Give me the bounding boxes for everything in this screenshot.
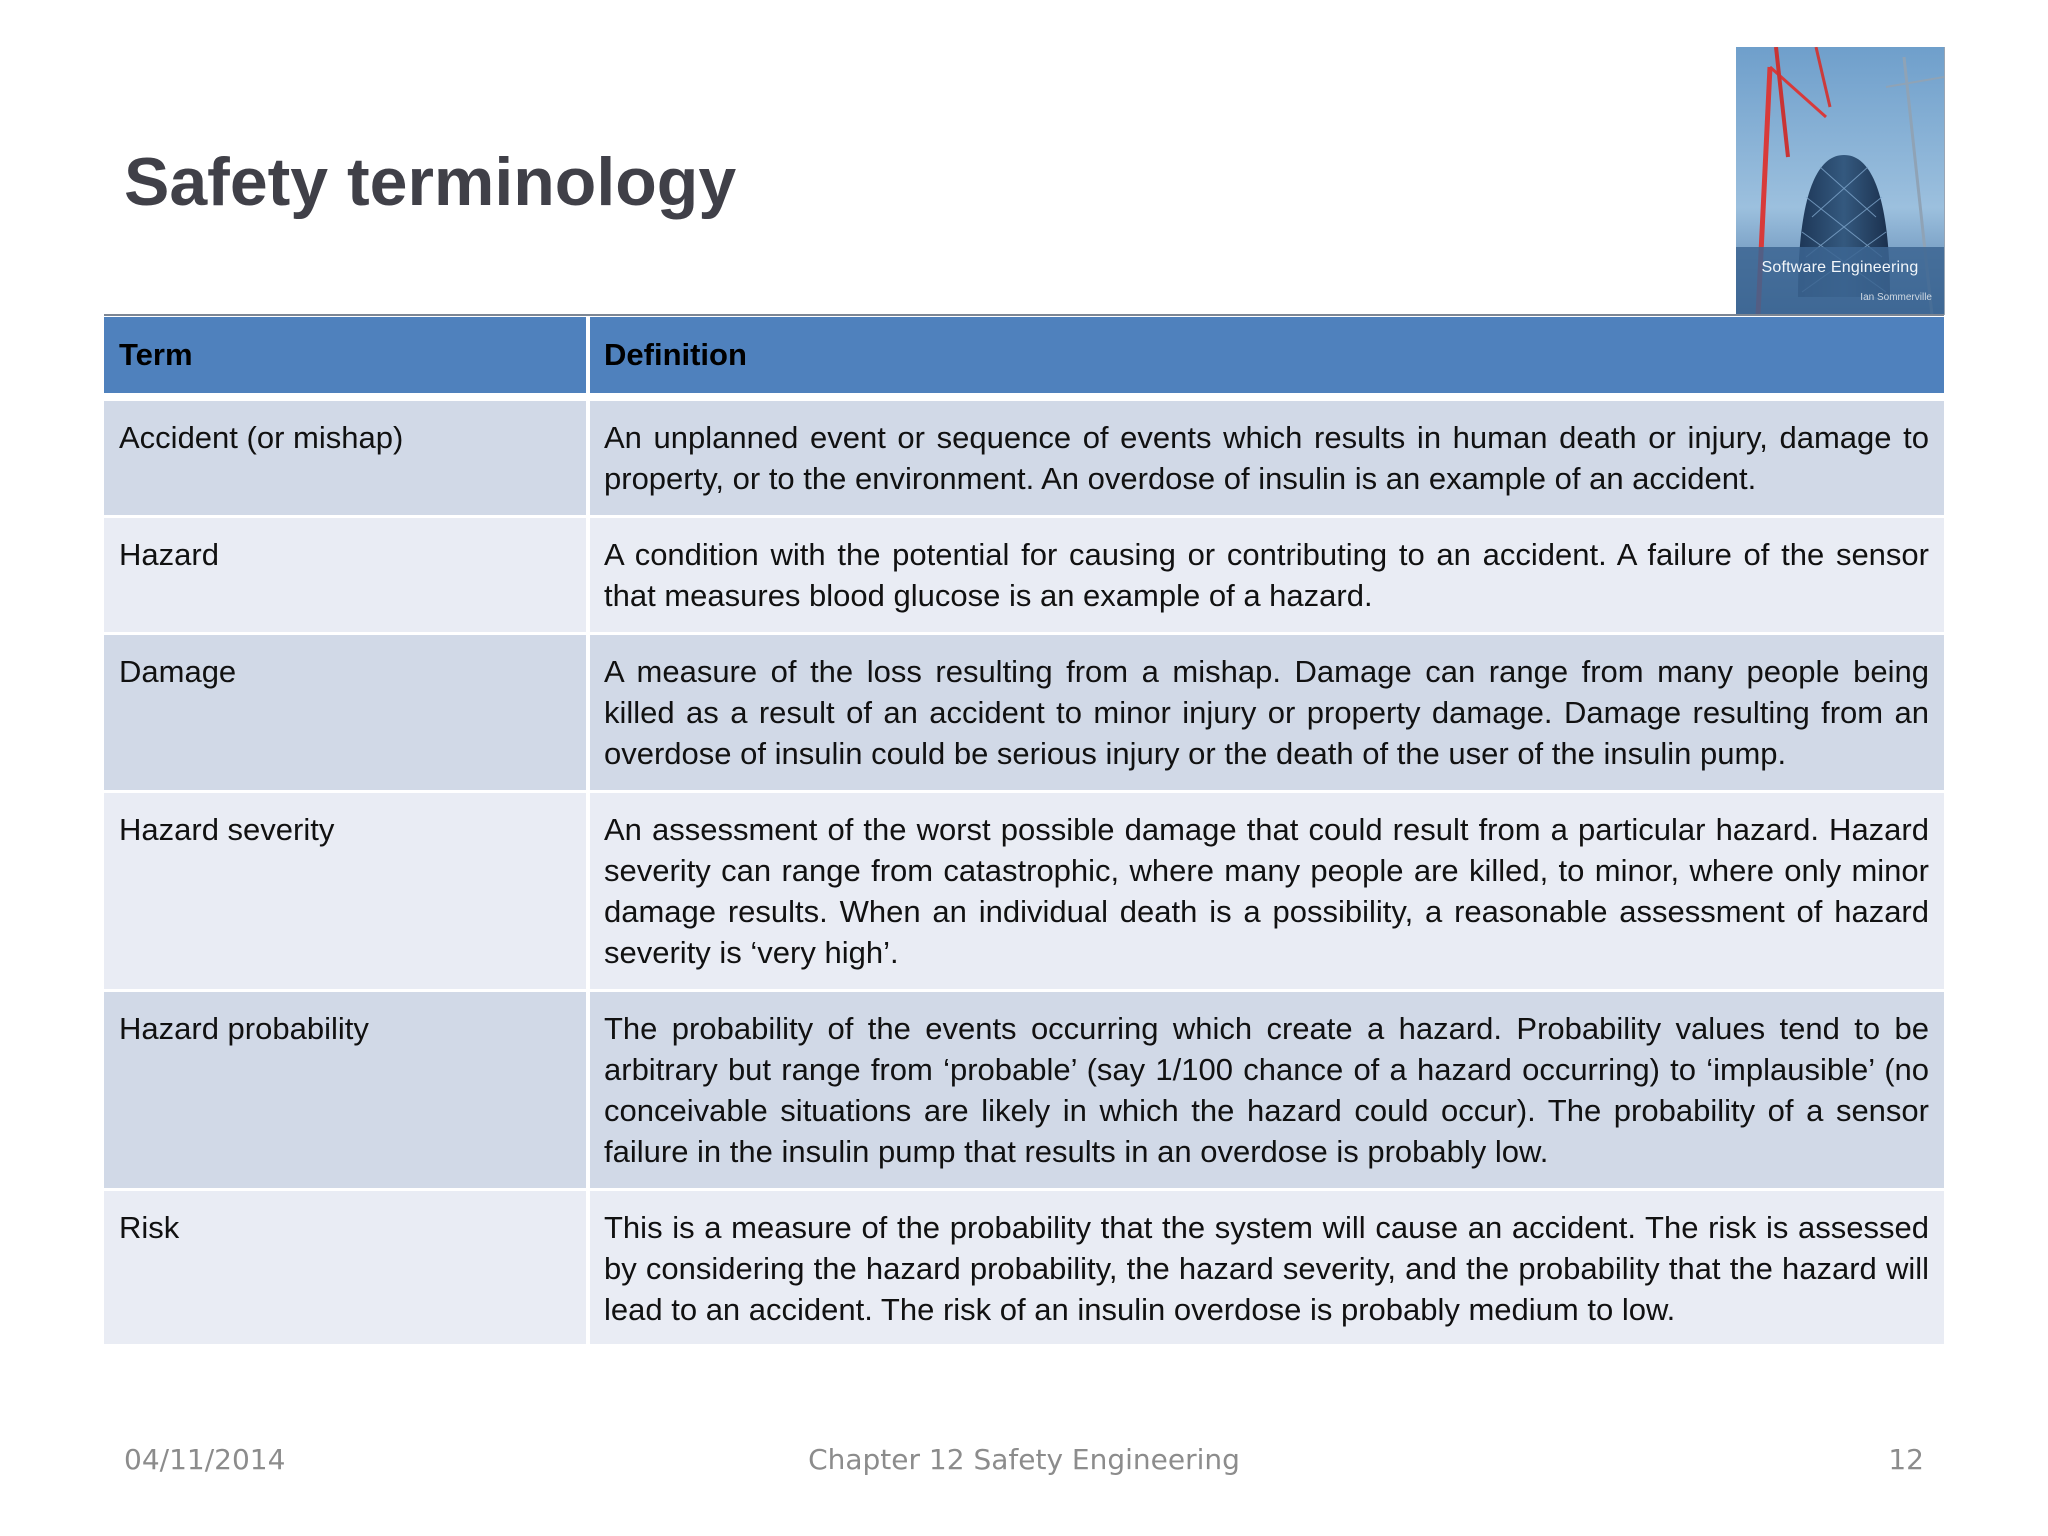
- footer-date: 04/11/2014: [124, 1443, 286, 1476]
- table-row: [104, 1191, 1944, 1347]
- footer-page-number: 12: [1888, 1443, 1924, 1476]
- title-divider: [104, 314, 1944, 316]
- term-cell: Hazard probability: [104, 992, 586, 1191]
- footer-chapter-title: Chapter 12 Safety Engineering: [808, 1443, 1240, 1476]
- cover-author: Ian Sommerville: [1860, 292, 1932, 303]
- header-term: Term: [104, 317, 586, 401]
- term-cell: Damage: [104, 635, 586, 793]
- header-definition: Definition: [586, 317, 1944, 401]
- definition-cell: This is a measure of the probability that the system will cause an accident. The risk is assessed by considering the hazard probability, the hazard severity, and the probability that the hazard will lead to an accident. The risk of an insulin overdose is probably medium to low.: [586, 1191, 1944, 1347]
- definition-cell: The probability of the events occurring which create a hazard. Probability values tend to be arbitrary but range from ‘probable’ (say 1/100 chance of a hazard occurring) to ‘implausible’ (no conceivable situations are likely in which the hazard could occur). The probability of a sensor failure in the insulin pump that results in an overdose is probably low.: [586, 992, 1944, 1191]
- slide-title: Safety terminology: [124, 144, 737, 220]
- book-cover-image: [1736, 47, 1945, 315]
- terminology-table: [104, 317, 1944, 1347]
- term-cell: Hazard: [104, 518, 586, 635]
- table-row: [104, 518, 1944, 635]
- definition-cell: A condition with the potential for causing or contributing to an accident. A failure of the sensor that measures blood glucose is an example of a hazard.: [586, 518, 1944, 635]
- term-cell: Accident (or mishap): [104, 401, 586, 518]
- term-cell: Risk: [104, 1191, 586, 1347]
- term-cell: Hazard severity: [104, 793, 586, 992]
- table-row: [104, 635, 1944, 793]
- table-row: [104, 401, 1944, 518]
- definition-cell: An unplanned event or sequence of events which results in human death or injury, damage to property, or to the environment. An overdose of insulin is an example of an accident.: [586, 401, 1944, 518]
- definition-cell: An assessment of the worst possible damage that could result from a particular hazard. Hazard severity can range from catastrophic, where many people are killed, to minor, where only minor damage results. When an individual death is a possibility, a reasonable assessment of hazard severity is ‘very high’.: [586, 793, 1944, 992]
- table-header-row: [104, 317, 1944, 401]
- cover-title: Software Engineering: [1761, 259, 1919, 276]
- table-row: [104, 793, 1944, 992]
- table-row: [104, 992, 1944, 1191]
- definition-cell: A measure of the loss resulting from a mishap. Damage can range from many people being killed as a result of an accident to minor injury or property damage. Damage resulting from an overdose of insulin could be serious injury or the death of the user of the insulin pump.: [586, 635, 1944, 793]
